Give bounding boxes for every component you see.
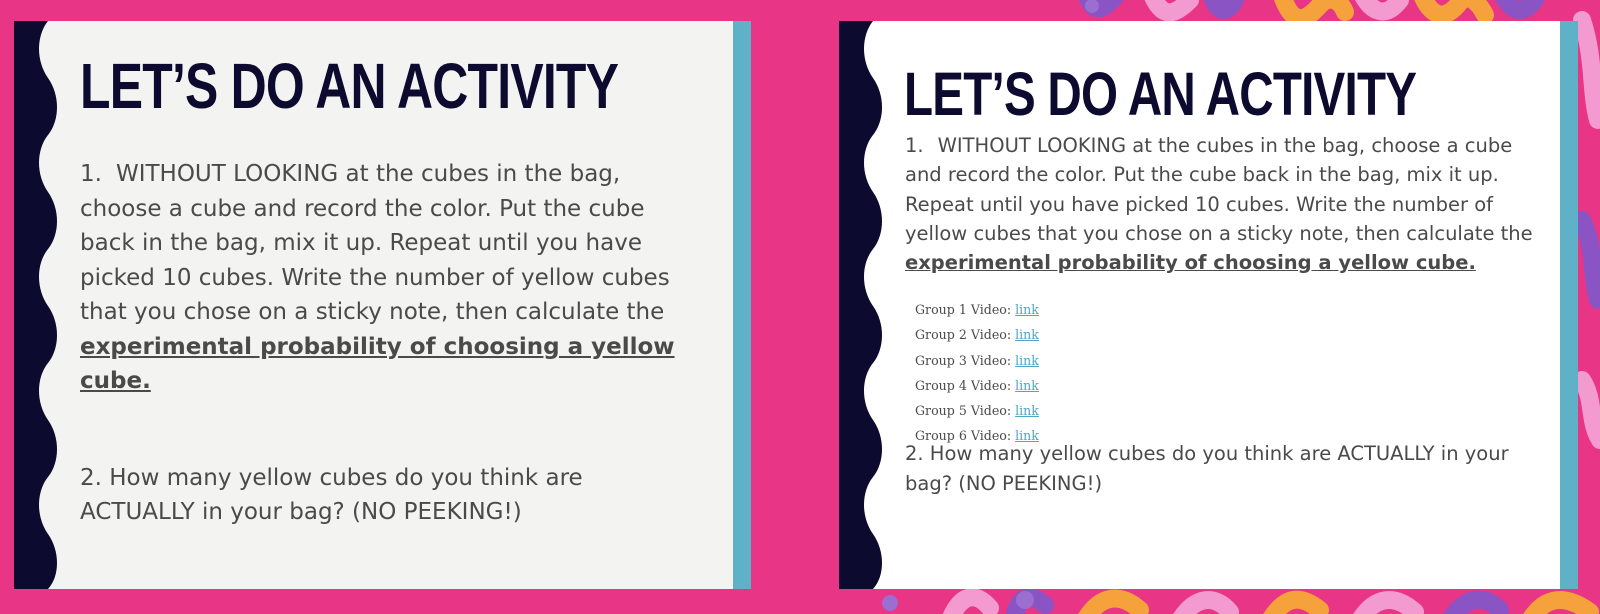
- group-5-video-link[interactable]: link: [1015, 403, 1039, 419]
- list-item: [915, 373, 1039, 398]
- wavy-edge-decoration: [839, 21, 899, 589]
- video-label: Group 4 Video:: [915, 377, 1016, 393]
- step-number: 1.: [80, 161, 102, 187]
- step-text: WITHOUT LOOKING at the cubes in the bag, choose a cube and record the color. Put the cube back in the bag, mix it up. Repeat until you have picked 10 cubes. Write the number of yellow cubes that you chose on a sticky note, then calculate the: [80, 161, 670, 325]
- video-label: Group 6 Video:: [915, 428, 1016, 444]
- group-1-video-link[interactable]: link: [1015, 302, 1039, 317]
- slide-right: [839, 21, 1578, 589]
- group-3-video-link[interactable]: link: [1015, 352, 1039, 368]
- video-label: Group 2 Video:: [915, 327, 1016, 343]
- group-4-video-link[interactable]: link: [1015, 377, 1039, 393]
- video-label: Group 3 Video:: [915, 352, 1016, 368]
- slide-title: LET’S DO AN ACTIVITY: [904, 60, 1417, 128]
- step-number: 1.: [905, 134, 924, 157]
- slide-accent-bar: [1560, 21, 1578, 589]
- list-item: [915, 348, 1039, 373]
- emphasized-term: experimental probability of choosing a yellow cube.: [905, 251, 1476, 275]
- group-video-list: [915, 297, 1039, 449]
- video-label: Group 5 Video:: [915, 403, 1016, 419]
- step-text: WITHOUT LOOKING at the cubes in the bag, choose a cube and record the color. Put the cube back in the bag, mix it up. Repeat until you have picked 10 cubes. Write the number of yellow cubes that you chose on a sticky note, then calculate the: [905, 134, 1533, 245]
- list-item: [915, 398, 1039, 423]
- list-item: [915, 322, 1039, 347]
- slide-left: [14, 21, 751, 589]
- group-6-video-link[interactable]: link: [1015, 428, 1039, 444]
- slide-accent-bar: [733, 21, 751, 589]
- group-2-video-link[interactable]: link: [1015, 327, 1039, 343]
- list-item: [915, 297, 1039, 322]
- emphasized-term: experimental probability of choosing a yellow cube.: [80, 333, 675, 394]
- wavy-edge-decoration: [14, 21, 74, 589]
- instruction-step-2: 2. How many yellow cubes do you think are ACTUALLY in your bag? (NO PEEKING!): [80, 465, 583, 525]
- slide-title: LET’S DO AN ACTIVITY: [80, 50, 619, 122]
- instruction-step-1: [905, 131, 1535, 277]
- video-label: Group 1 Video:: [915, 302, 1016, 317]
- instruction-step-1: [80, 157, 694, 399]
- instruction-step-2: 2. How many yellow cubes do you think are ACTUALLY in your bag? (NO PEEKING!): [905, 442, 1509, 495]
